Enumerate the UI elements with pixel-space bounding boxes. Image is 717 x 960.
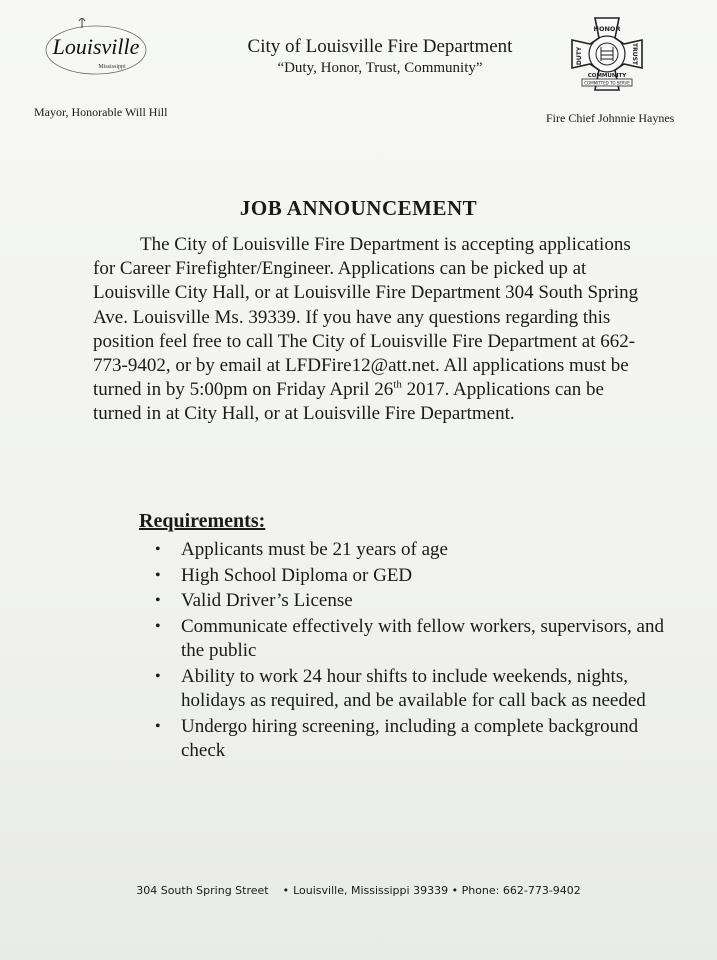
- bullet-icon: •: [155, 717, 161, 735]
- bullet-icon: •: [155, 617, 161, 635]
- bullet-icon: •: [155, 566, 161, 584]
- requirement-text: Ability to work 24 hour shifts to include weekends, nights, holidays as required, and be available for call back as needed: [181, 665, 646, 711]
- badge-bottom-text: COMMUNITY: [587, 73, 627, 79]
- requirement-text: Undergo hiring screening, including a complete background check: [181, 715, 639, 761]
- footer-separator: •: [282, 884, 290, 897]
- requirement-text: High School Diploma or GED: [181, 564, 413, 586]
- requirement-item: [146, 538, 666, 563]
- footer-city: Louisville, Mississippi 39339: [293, 884, 449, 897]
- requirement-text: Applicants must be 21 years of age: [181, 539, 448, 560]
- requirement-text: Communicate effectively with fellow workers, supervisors, and the public: [181, 615, 664, 661]
- maltese-cross-badge-icon: [568, 14, 646, 94]
- date-ordinal-suffix: th: [393, 378, 402, 391]
- department-motto: “Duty, Honor, Trust, Community”: [277, 60, 483, 76]
- footer-address: 304 South Spring Street: [136, 884, 269, 897]
- announcement-text-main: The City of Louisville Fire Department is accepting applications for Career Firefighter/Engineer. Applications can be picked up at Louisville City Hall, or at Louisville Fire Department 304 South Spring Ave. Louisville Ms. 39339. If you have any questions regarding this position feel free to call The City of Louisville Fire Department at 662-773-9402, or by email at LFDFire12@att.net. All applications must be turned in by 5:00pm on Friday April 26: [93, 234, 639, 401]
- badge-top-text: HONOR: [593, 25, 621, 33]
- bullet-icon: •: [155, 667, 161, 685]
- announcement-title: JOB ANNOUNCEMENT: [239, 196, 478, 220]
- department-title: City of Louisville Fire Department: [247, 36, 513, 57]
- requirement-item: [146, 665, 666, 714]
- mayor-name: Mayor, Honorable Will Hill: [34, 105, 168, 119]
- footer-phone: Phone: 662-773-9402: [461, 884, 581, 897]
- announcement-body: [93, 233, 653, 427]
- requirement-item: [146, 715, 666, 764]
- fire-chief-name: Fire Chief Johnnie Haynes: [546, 111, 675, 125]
- footer-contact: [0, 884, 717, 897]
- bullet-icon: •: [155, 541, 161, 558]
- requirement-item: [146, 589, 666, 614]
- badge-right-text: TRUST: [631, 43, 638, 65]
- badge-left-text: DUTY: [576, 46, 583, 66]
- city-logo-subtitle: Mississippi: [98, 64, 126, 70]
- announcement-paragraph: [93, 233, 653, 427]
- city-logo-graphic: [42, 14, 150, 78]
- requirement-text: Valid Driver’s License: [181, 590, 353, 611]
- requirements-heading: Requirements:: [139, 510, 266, 532]
- fire-department-badge: [568, 14, 646, 94]
- requirement-item: [146, 615, 666, 664]
- city-logo: [42, 14, 150, 78]
- requirement-item: [146, 564, 666, 589]
- badge-ribbon-text: COMMITTED TO SERVE: [584, 80, 630, 86]
- requirements-list: [146, 538, 666, 765]
- announcement-text-end: 2017. Applications can be turned in at City Hall, or at Louisville Fire Department.: [93, 379, 604, 425]
- city-logo-script: Louisville: [52, 34, 140, 59]
- bullet-icon: •: [155, 592, 161, 609]
- footer-separator: •: [451, 884, 459, 897]
